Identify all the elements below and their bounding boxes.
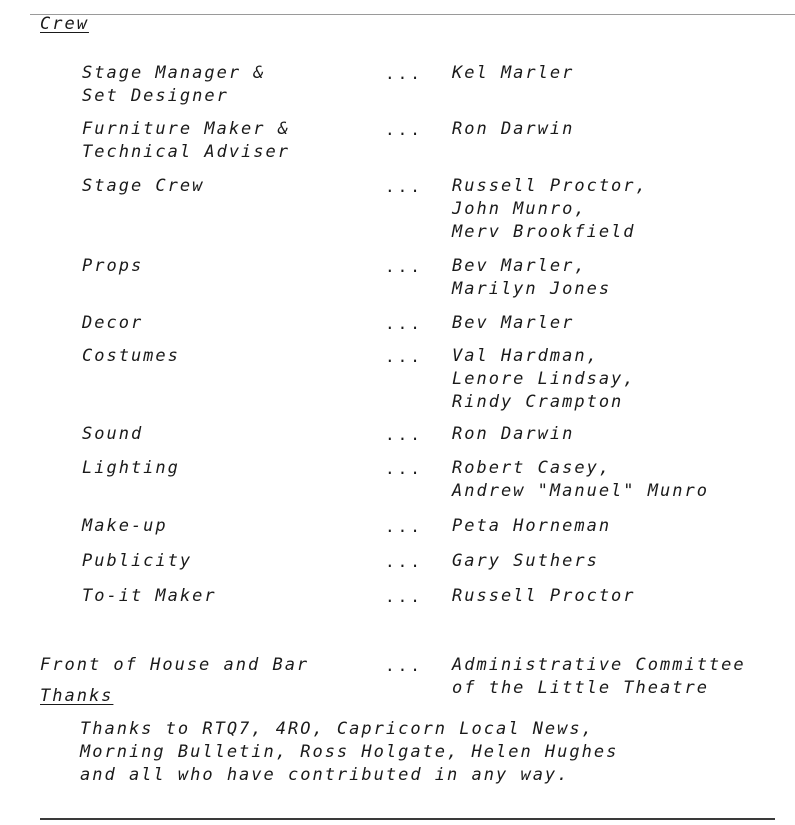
name-line: Gary Suthers (452, 551, 599, 571)
crew-names (452, 255, 787, 301)
thanks-heading: Thanks (40, 686, 114, 706)
crew-names (452, 515, 787, 538)
role-line: Technical Adviser (82, 142, 290, 162)
name-line: Rindy Crampton (452, 392, 624, 412)
role-line: Front of House and Bar (40, 655, 310, 675)
name-line: Andrew "Manuel" Munro (452, 481, 709, 501)
role-line: Costumes (82, 346, 180, 366)
name-line: Bev Marler, (452, 256, 587, 276)
role-line: Decor (82, 313, 144, 333)
role-line: Props (82, 256, 144, 276)
crew-role (82, 175, 382, 198)
crew-names (452, 118, 787, 141)
name-line: Merv Brookfield (452, 222, 636, 242)
crew-role (82, 585, 382, 608)
name-line: Lenore Lindsay, (452, 369, 636, 389)
name-line: Robert Casey, (452, 458, 612, 478)
crew-role (82, 515, 382, 538)
leader-dots: ... (385, 257, 423, 276)
role-line: Make-up (82, 516, 168, 536)
crew-names (452, 175, 787, 244)
role-line: Lighting (82, 458, 180, 478)
crew-role (82, 255, 382, 278)
role-line: Sound (82, 424, 144, 444)
name-line: Ron Darwin (452, 424, 575, 444)
name-line: Marilyn Jones (452, 279, 612, 299)
role-line: Furniture Maker & (82, 119, 290, 139)
leader-dots: ... (385, 177, 423, 196)
leader-dots: ... (385, 517, 423, 536)
name-line: Russell Proctor (452, 586, 636, 606)
crew-role (82, 550, 382, 573)
role-line: Publicity (82, 551, 193, 571)
name-line: of the Little Theatre (452, 678, 709, 698)
thanks-line: Morning Bulletin, Ross Holgate, Helen Hughes (80, 742, 619, 762)
crew-names (452, 62, 787, 85)
leader-dots: ... (385, 459, 423, 478)
crew-names (452, 585, 787, 608)
crew-names (452, 550, 787, 573)
name-line: Val Hardman, (452, 346, 599, 366)
crew-names (452, 457, 787, 503)
name-line: Ron Darwin (452, 119, 575, 139)
crew-names (452, 345, 787, 414)
name-line: Bev Marler (452, 313, 575, 333)
crew-role (40, 654, 360, 677)
crew-role (82, 62, 382, 108)
name-line: Administrative Committee (452, 655, 746, 675)
crew-role (82, 457, 382, 480)
role-line: To-it Maker (82, 586, 217, 606)
crew-names (452, 423, 787, 446)
leader-dots: ... (385, 587, 423, 606)
bottom-rule (40, 818, 775, 820)
crew-names (452, 312, 787, 335)
crew-heading: Crew (40, 14, 89, 34)
role-line: Stage Manager & (82, 63, 266, 83)
crew-names (452, 654, 792, 700)
name-line: John Munro, (452, 199, 587, 219)
leader-dots: ... (385, 425, 423, 444)
leader-dots: ... (385, 656, 423, 675)
role-line: Set Designer (82, 86, 229, 106)
crew-role (82, 423, 382, 446)
role-line: Stage Crew (82, 176, 205, 196)
crew-role (82, 312, 382, 335)
leader-dots: ... (385, 120, 423, 139)
thanks-line: and all who have contributed in any way. (80, 765, 570, 785)
leader-dots: ... (385, 347, 423, 366)
thanks-line: Thanks to RTQ7, 4RO, Capricorn Local News, (80, 719, 594, 739)
leader-dots: ... (385, 64, 423, 83)
crew-role (82, 118, 382, 164)
thanks-paragraph (80, 718, 780, 787)
leader-dots: ... (385, 314, 423, 333)
name-line: Kel Marler (452, 63, 575, 83)
crew-role (82, 345, 382, 368)
name-line: Peta Horneman (452, 516, 612, 536)
name-line: Russell Proctor, (452, 176, 648, 196)
leader-dots: ... (385, 552, 423, 571)
